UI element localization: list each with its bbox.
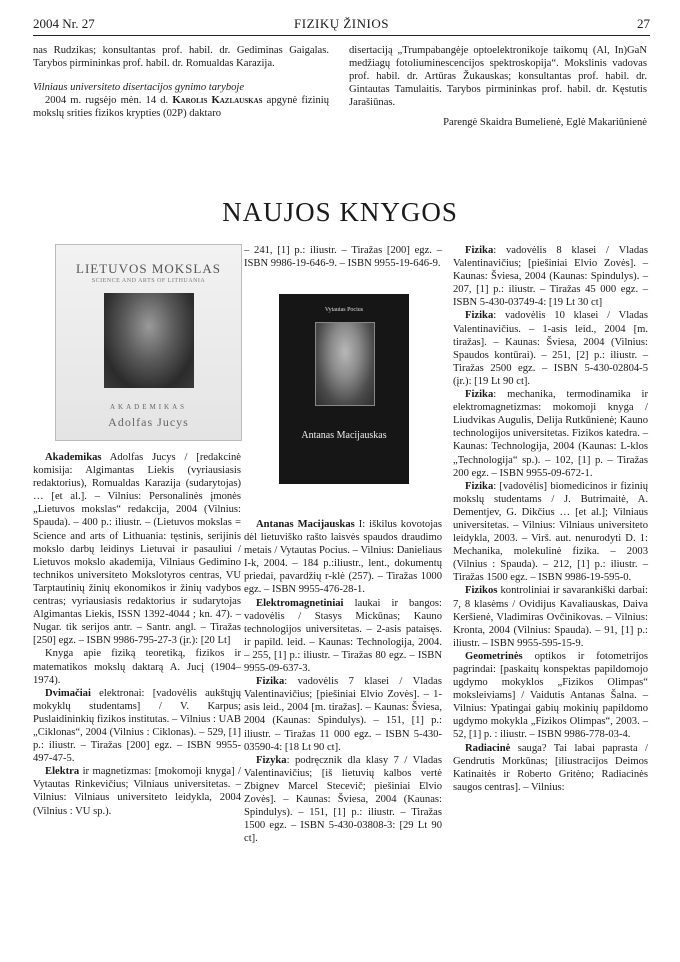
book-entry: [244, 675, 442, 754]
paragraph: nas Rudzikas; konsultantas prof. habil. dr. Gediminas Gaigalas. Tarybos pirmininkas prof. habil. dr. Romualdas Karazija.: [33, 45, 329, 70]
entry-title: Geometrinės: [465, 650, 523, 662]
section-subheading: Vilniaus universiteto disertacijos gynimo taryboje: [33, 82, 245, 94]
book-entry: [453, 244, 648, 309]
entry-text: : podręcznik dla klasy 7 / Vladas Valentinavičius; [iš lietuvių kalbos vertė Zbignev Marcel Stecevič; piešiniai Elvio Zovės]. – Kaunas: Šviesa, 2004 (Kaunas: Spindulys). – 151, [1] p.: iliustr. – Tiražas 1500 egz. – ISBN 5-430-03808-3: [29 Lt 90 ct].: [244, 754, 442, 845]
entry-title: Akademikas: [45, 452, 102, 463]
header-journal-title: FIZIKŲ ŽINIOS: [294, 16, 389, 31]
entry-text: optikos ir fotometrijos pagrindai: [paskaitų konspektas papildomojo ugdymo mokyklos „Fizikos Olimpas“ moksleiviams] / Vaidutis Antanas Šalna. – Vilnius: Ypatingai gabių mokinių papildomo ugdymo mokykla „Fizikos Olimpas“, 2003. – 52, [1] p. : iliustr. – ISBN 9986-778-03-4.: [453, 650, 648, 741]
portrait-photo: [104, 293, 194, 388]
section-title: NAUJOS KNYGOS: [222, 197, 458, 227]
entry-title: Fizika: [465, 389, 494, 401]
paragraph: [33, 94, 329, 120]
entry-title: Fizika: [465, 480, 494, 492]
book-cover-adolfas-jucys: [55, 244, 242, 441]
book-entry: [453, 584, 648, 649]
entry-title: Fizika: [465, 245, 494, 256]
entry-title: Antanas Macijauskas: [256, 519, 355, 530]
cover-name: Adolfas Jucys: [108, 415, 189, 429]
entry-text: ir magnetizmas: [mokomoji knyga] / Vytautas Rinkevičius; Vilniaus universitetas. – Vilnius: Vilniaus universiteto leidykla, 2004 (Vilnius : VU sp.).: [33, 766, 241, 817]
entry-text: : vadovėlis 10 klasei / Vladas Valentinavičius. – 1-asis leid., 2004 [m. tiražas]. – Kaunas: Šviesa, 2004 (Vilnius: Spaudos kontūrai). – 251, [2] p.: iliustr. – Tiražas 2500 egz. – ISBN 5-430-02804-5 (įr.): [19 Lt 90 ct].: [453, 310, 648, 387]
entry-title: Fizika: [256, 676, 285, 688]
text: 2004 m. rugsėjo mėn. 14 d.: [45, 95, 169, 107]
book-entry: [33, 765, 241, 817]
book-entry: [453, 388, 648, 480]
cover-series: LIETUVOS MOKSLAS: [76, 261, 221, 276]
column-1: [33, 451, 241, 818]
header-rule: [33, 35, 650, 36]
entry-text: : [vadovėlis] biomedicinos ir fizinių mokslų studentams / J. Butrimaitė, A. Dementjev, G. Dikčius … [et al.]; Vilniaus universitetas. – Vilnius: Vilniaus universiteto leidykla, 2003. – Virš. aut. nenurodyti D. 1: Mechanika, molekulinė fizika. – 2003 (Vilnius : Spauda). – 212, [1] p.: iliustr. – Tiražas 1500 egz. – ISBN 9986-19-595-0.: [453, 480, 648, 584]
entry-title: Elektromagnetiniai: [256, 597, 344, 609]
entry-title: Elektra: [45, 766, 80, 778]
book-entry: [244, 754, 442, 846]
entry-title: Dvimačiai: [45, 687, 91, 699]
entry-text: kontroliniai ir savarankiški darbai: 7, 8 klasėms / Ovidijus Kavaliauskas, Daiva Keršienė, Vladimiras Ovčinikovas. – Vilnius: Kronta, 2004 (Vilnius: Spauda). – 91, [1] p.: iliustr. – ISBN 9955-595-15-9.: [453, 585, 648, 649]
entry-text: Adolfas Jucys / [redakcinė komisija: Algimantas Liekis (vyriausiasis redaktorius), Romualdas Karazija (sudarytojas) … [et al.]. – Vilnius: Personalinės įmonės „Lietuvos mokslas“ redakcija, 2004 (Vilnius: Spauda). – 400 p.: iliustr. – (Lietuvos mokslas = Science and arts of Lithuania: tęstinis, serijinis mokslo darbų leidinys Lietuvai ir pasauliui / Lietuvos mokslo akademija, Vilniaus Gedimino technikos universiteto Mokslotyros centras, VU Tarptautinių žinių ekonomikos ir žinių vadybos centras; vyriausiasis redaktorius ir sudarytojas Algimantas Liekis, ISSN 1392-4044 ; kn. 47). – Nugar. tik serijos antr. – Santr. angl. – Tiražas [250] egz. – ISBN 9986-795-27-3 (įr.): [20 Lt]: [33, 452, 241, 647]
cover-rank: AKADEMIKAS: [109, 403, 188, 411]
entry-text: laukai ir bangos: vadovėlis / Stasys Mickūnas; Kauno technologijos universitetas. – 2-asis pataisęs. ir papild. leid. – Kaunas: Technologija, 2004. – 255, [1] p.: iliustr. – Tiražas 80 egz. – ISBN 9955-09-637-3.: [244, 597, 442, 675]
entry-title: Fizyka: [256, 754, 287, 766]
entry-text: : mechanika, termodinamika ir elektromagnetizmas: mokomoji knyga / Liudvikas Augulis, Delija Rutkūnienė; Kauno technologijos universitetas. Fizikos katedra. – Kaunas: Technologija, 2004 (Kaunas: L-klos „Technologija“ sp.). – 102, [1] p. – Tiražas 200 egz. – ISBN 9955-09-672-1.: [453, 389, 648, 479]
book-entry: [453, 650, 648, 742]
top-left-column: [33, 44, 329, 120]
text: apgynė fizinių mokslų srities fizikos krypties (02P) daktaro: [33, 95, 329, 120]
book-entry: [244, 597, 442, 676]
book-entry: [33, 687, 241, 766]
paragraph: Knyga apie fiziką teoretiką, fizikos ir matematikos mokslų daktarą A. Jucį (1904–1974).: [33, 648, 241, 686]
column-2-top: [244, 244, 442, 270]
entry-title: Radiacinė: [465, 742, 511, 754]
header-page-number: 27: [637, 16, 650, 31]
entry-text: sauga? Tai labai paprasta / Gendrutis Morkūnas; [iliustracijos Deimos Katinaitės ir Roberto Gritėno; Radiacinės saugos centras]. – Vilnius:: [453, 742, 648, 793]
entry-text: : vadovėlis 7 klasei / Vladas Valentinavičius; [piešiniai Elvio Zovės]. – 1-asis leid., 2004 [m. tiražas]. – Kaunas: Šviesa, 2004 (Kaunas: Spindulys). – 151, [1] p.: iliustr. – Tiražas 11 000 egz. – ISBN 5-430-03590-4: [18 Lt 90 ct].: [244, 676, 442, 753]
person-name: Karolis Kazlauskas: [172, 95, 263, 107]
cover-subtitle: SCIENCE AND ARTS OF LITHUANIA: [91, 278, 206, 284]
book-cover-antanas-macijauskas: [279, 294, 409, 484]
credits: Parengė Skaidra Bumelienė, Eglė Makariūnienė: [443, 117, 647, 129]
entry-text: I: iškilus kovotojas dėl lietuviško rašto laisvės spaudos draudimo metais / Vytautas Pocius. – Vilnius: Danieliaus I-k, 2004. – 184 p.:iliustr., lent., dokumentų priedai, pavardžių r-klė (257). – Tiražas 1000 egz. – ISBN 9955-476-28-1.: [244, 519, 442, 596]
cover-author: Vytautas Pocius: [324, 307, 364, 313]
book-entry: [453, 742, 648, 794]
column-3: [453, 244, 648, 794]
top-right-column: [349, 44, 647, 130]
book-entry: [453, 480, 648, 585]
entry-title: Fizikos: [465, 585, 498, 597]
column-2: [244, 518, 442, 845]
running-header: [33, 16, 650, 36]
book-entry: [244, 518, 442, 597]
entry-title: Fizika: [465, 310, 494, 322]
entry-text: : vadovėlis 8 klasei / Vladas Valentinavičius; [piešiniai Elvio Zovės]. – Kaunas: Šviesa, 2004 (Kaunas: Spindulys). – 207, [1] p.: iliustr. – Tiražas 45 000 egz. – ISBN 5-430-03749-4: [19 Lt 30 ct]: [453, 245, 648, 309]
cover-title: Antanas Macijauskas: [301, 430, 387, 441]
portrait-photo: [315, 322, 375, 406]
header-issue: 2004 Nr. 27: [33, 16, 95, 31]
book-entry: [33, 451, 241, 647]
book-entry: [453, 309, 648, 388]
paragraph: disertaciją „Trumpabangėje optoelektronikoje taikomų (Al, In)GaN medžiagų fotoliuminescencijos spektroskopija“. Mokslinis vadovas prof. habil. dr. Artūras Žukauskas; konsultantas prof. habil. dr. Gintautas Tamulaitis. Tarybos pirmininkas prof. habil. dr. Kęstutis Jarašiūnas.: [349, 45, 647, 109]
paragraph: – 241, [1] p.: iliustr. – Tiražas [200] egz. – ISBN 9986-19-646-9. – ISBN 9955-19-646-9.: [244, 245, 442, 270]
entry-text: elektronai: [vadovėlis aukštųjų mokyklų studentams] / V. Karpus; Puslaidininkių fizikos institutas. – Vilnius : UAB „Ciklonas“, 2004 (Vilnius : Ciklonas). – 529, [1] p.: iliustr. – Tiražas [200] egz. – ISBN 9955-497-47-5.: [33, 687, 242, 765]
